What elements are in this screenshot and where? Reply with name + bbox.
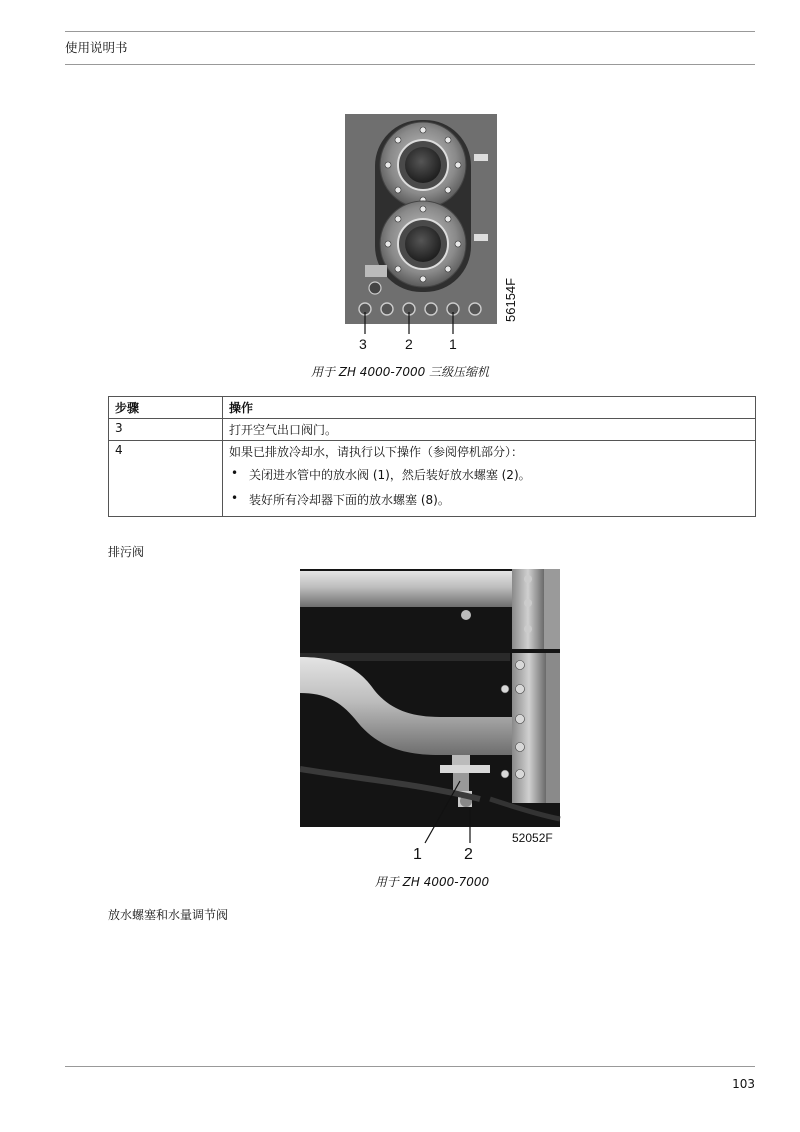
action-text: 如果已排放冷却水，请执行以下操作（参阅停机部分）： xyxy=(229,445,524,459)
table-header-row xyxy=(109,397,756,419)
bullet-text: 装好所有冷却器下面的放水螺塞 (8)。 xyxy=(249,493,450,507)
action-cell xyxy=(223,441,756,517)
figure1-callout-2: 2 xyxy=(405,336,413,352)
figure1-callout-3: 3 xyxy=(359,336,367,352)
figure1-caption: 用于 ZH 4000-7000 三级压缩机 xyxy=(310,365,490,379)
bullet-text: 关闭进水管中的放水阀 (1)，然后装好放水螺塞 (2)。 xyxy=(249,468,531,482)
bullet-icon: • xyxy=(231,466,239,480)
column-header-step: 步骤 xyxy=(109,397,223,419)
step-cell: 4 xyxy=(109,441,223,517)
step-cell: 3 xyxy=(109,419,223,441)
section-label-drain-valve: 排污阀 xyxy=(108,545,145,559)
steps-table xyxy=(108,396,756,517)
action-cell: 打开空气出口阀门。 xyxy=(223,419,756,441)
figure-compressor-panel xyxy=(335,112,525,362)
figure2-caption: 用于 ZH 4000-7000 xyxy=(374,875,490,889)
header-title: 使用说明书 xyxy=(65,40,128,55)
pipes-illustration xyxy=(300,569,562,859)
figure1-code: 56154F xyxy=(503,277,518,322)
header-bottom-rule xyxy=(65,64,755,65)
page-number: 103 xyxy=(732,1077,755,1091)
figure2-callout-2: 2 xyxy=(464,846,473,863)
header-top-rule xyxy=(65,31,755,32)
figure1-callout-1: 1 xyxy=(449,336,457,352)
bullet-item xyxy=(229,466,749,483)
section-label-drain-plug: 放水螺塞和水量调节阀 xyxy=(108,908,229,922)
footer-rule xyxy=(65,1066,755,1067)
table-row xyxy=(109,441,756,517)
figure-pipes-photo xyxy=(300,569,562,859)
bullet-item xyxy=(229,491,749,508)
bullet-icon: • xyxy=(231,491,239,505)
column-header-action: 操作 xyxy=(223,397,756,419)
compressor-panel-illustration xyxy=(335,112,525,362)
table-row xyxy=(109,419,756,441)
figure2-code: 52052F xyxy=(512,831,553,845)
figure2-callout-1: 1 xyxy=(413,846,422,863)
